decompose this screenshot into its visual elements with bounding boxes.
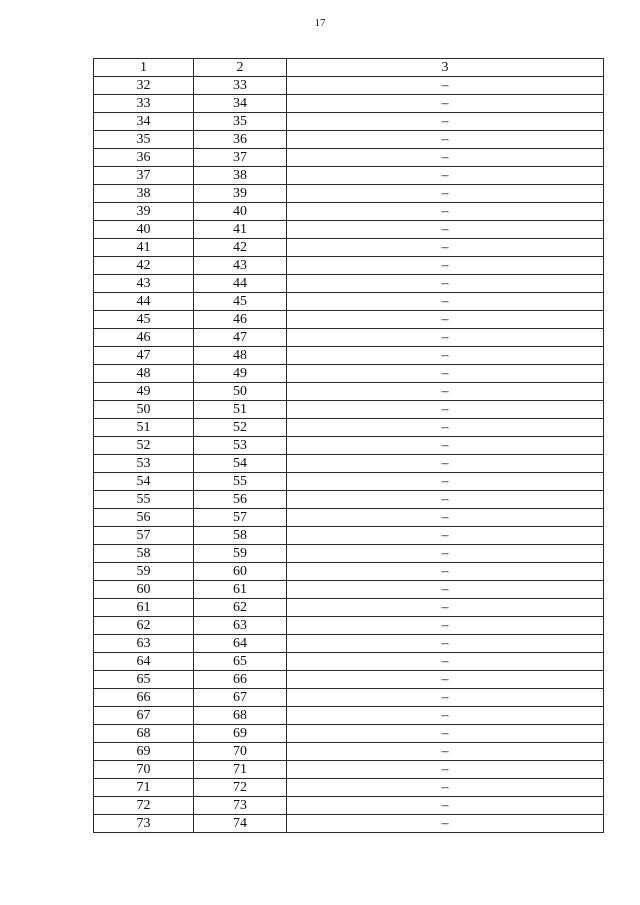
table-cell-col-2: 47 <box>194 329 287 347</box>
table-row <box>94 563 604 581</box>
table-row <box>94 203 604 221</box>
table-cell-col-3: – <box>287 257 604 275</box>
table-cell-col-2: 40 <box>194 203 287 221</box>
table-cell-col-3: – <box>287 599 604 617</box>
table-cell-col-1: 40 <box>94 221 194 239</box>
table-cell-col-1: 72 <box>94 797 194 815</box>
table-cell-col-3: – <box>287 149 604 167</box>
page-number: 17 <box>314 17 326 29</box>
table-row <box>94 185 604 203</box>
table-cell-col-1: 45 <box>94 311 194 329</box>
table-row <box>94 329 604 347</box>
table-cell-col-3: – <box>287 95 604 113</box>
table-cell-col-1: 44 <box>94 293 194 311</box>
table-cell-col-3: – <box>287 779 604 797</box>
table-cell-col-2: 34 <box>194 95 287 113</box>
table-row <box>94 725 604 743</box>
column-header-1: 1 <box>94 59 194 77</box>
table-cell-col-2: 49 <box>194 365 287 383</box>
table-cell-col-2: 39 <box>194 185 287 203</box>
table-row <box>94 689 604 707</box>
data-table <box>93 58 604 833</box>
table-row <box>94 527 604 545</box>
table-cell-col-2: 53 <box>194 437 287 455</box>
table-cell-col-1: 46 <box>94 329 194 347</box>
table-cell-col-1: 39 <box>94 203 194 221</box>
table-cell-col-3: – <box>287 797 604 815</box>
table-cell-col-1: 34 <box>94 113 194 131</box>
table-cell-col-2: 41 <box>194 221 287 239</box>
table-row <box>94 743 604 761</box>
table-cell-col-2: 52 <box>194 419 287 437</box>
table-cell-col-2: 60 <box>194 563 287 581</box>
table-cell-col-2: 36 <box>194 131 287 149</box>
table-cell-col-3: – <box>287 167 604 185</box>
table-cell-col-2: 43 <box>194 257 287 275</box>
table-cell-col-1: 59 <box>94 563 194 581</box>
table-cell-col-1: 67 <box>94 707 194 725</box>
table-row <box>94 455 604 473</box>
table-cell-col-1: 50 <box>94 401 194 419</box>
table-row <box>94 95 604 113</box>
table-cell-col-1: 37 <box>94 167 194 185</box>
table-cell-col-2: 56 <box>194 491 287 509</box>
table-cell-col-1: 32 <box>94 77 194 95</box>
table-row <box>94 347 604 365</box>
table-cell-col-1: 63 <box>94 635 194 653</box>
table-cell-col-1: 56 <box>94 509 194 527</box>
table-row <box>94 419 604 437</box>
table-row <box>94 275 604 293</box>
table-cell-col-3: – <box>287 455 604 473</box>
table-cell-col-2: 71 <box>194 761 287 779</box>
table-row <box>94 401 604 419</box>
table-cell-col-2: 50 <box>194 383 287 401</box>
table-cell-col-3: – <box>287 473 604 491</box>
table-cell-col-3: – <box>287 761 604 779</box>
table-cell-col-2: 57 <box>194 509 287 527</box>
table-cell-col-1: 55 <box>94 491 194 509</box>
table-cell-col-1: 33 <box>94 95 194 113</box>
table-row <box>94 671 604 689</box>
table-row <box>94 509 604 527</box>
table-cell-col-2: 33 <box>194 77 287 95</box>
table-cell-col-1: 41 <box>94 239 194 257</box>
table-cell-col-3: – <box>287 815 604 833</box>
table-row <box>94 293 604 311</box>
table-cell-col-1: 58 <box>94 545 194 563</box>
header-row <box>94 59 604 77</box>
table-cell-col-1: 54 <box>94 473 194 491</box>
table-row <box>94 149 604 167</box>
table-cell-col-1: 71 <box>94 779 194 797</box>
table-cell-col-2: 68 <box>194 707 287 725</box>
table-row <box>94 167 604 185</box>
table-cell-col-2: 66 <box>194 671 287 689</box>
table-cell-col-2: 42 <box>194 239 287 257</box>
table-row <box>94 383 604 401</box>
table-cell-col-2: 46 <box>194 311 287 329</box>
table-cell-col-3: – <box>287 365 604 383</box>
table-cell-col-2: 63 <box>194 617 287 635</box>
table-cell-col-3: – <box>287 635 604 653</box>
table-cell-col-2: 44 <box>194 275 287 293</box>
table-cell-col-1: 62 <box>94 617 194 635</box>
table-cell-col-1: 36 <box>94 149 194 167</box>
table-cell-col-3: – <box>287 743 604 761</box>
table-cell-col-1: 49 <box>94 383 194 401</box>
table-row <box>94 617 604 635</box>
table-cell-col-3: – <box>287 239 604 257</box>
table-row <box>94 257 604 275</box>
table-cell-col-3: – <box>287 725 604 743</box>
table-row <box>94 761 604 779</box>
table-row <box>94 635 604 653</box>
table-cell-col-1: 73 <box>94 815 194 833</box>
table-row <box>94 437 604 455</box>
table-cell-col-3: – <box>287 383 604 401</box>
table-row <box>94 77 604 95</box>
table-cell-col-3: – <box>287 203 604 221</box>
table-cell-col-1: 53 <box>94 455 194 473</box>
table-cell-col-1: 68 <box>94 725 194 743</box>
table-row <box>94 365 604 383</box>
table-cell-col-1: 60 <box>94 581 194 599</box>
table-cell-col-2: 48 <box>194 347 287 365</box>
table-row <box>94 545 604 563</box>
table-cell-col-2: 58 <box>194 527 287 545</box>
table-cell-col-2: 73 <box>194 797 287 815</box>
table-cell-col-3: – <box>287 347 604 365</box>
table-cell-col-3: – <box>287 581 604 599</box>
table-cell-col-2: 67 <box>194 689 287 707</box>
table-row <box>94 797 604 815</box>
table-cell-col-1: 48 <box>94 365 194 383</box>
table-row <box>94 707 604 725</box>
table-cell-col-2: 59 <box>194 545 287 563</box>
table-cell-col-1: 35 <box>94 131 194 149</box>
column-header-2: 2 <box>194 59 287 77</box>
table-cell-col-3: – <box>287 419 604 437</box>
table-cell-col-2: 38 <box>194 167 287 185</box>
table-cell-col-1: 47 <box>94 347 194 365</box>
table-cell-col-3: – <box>287 131 604 149</box>
table-row <box>94 113 604 131</box>
table-cell-col-2: 37 <box>194 149 287 167</box>
table-cell-col-3: – <box>287 509 604 527</box>
table-cell-col-2: 54 <box>194 455 287 473</box>
table-cell-col-3: – <box>287 185 604 203</box>
table-cell-col-1: 57 <box>94 527 194 545</box>
table-cell-col-1: 61 <box>94 599 194 617</box>
table-cell-col-1: 38 <box>94 185 194 203</box>
table-cell-col-3: – <box>287 527 604 545</box>
table-cell-col-1: 43 <box>94 275 194 293</box>
table-cell-col-2: 64 <box>194 635 287 653</box>
table-cell-col-3: – <box>287 671 604 689</box>
table-cell-col-3: – <box>287 707 604 725</box>
table-cell-col-3: – <box>287 491 604 509</box>
table-cell-col-1: 65 <box>94 671 194 689</box>
table-cell-col-2: 62 <box>194 599 287 617</box>
table-cell-col-3: – <box>287 275 604 293</box>
table-cell-col-1: 64 <box>94 653 194 671</box>
table-cell-col-2: 70 <box>194 743 287 761</box>
table-cell-col-2: 51 <box>194 401 287 419</box>
table-cell-col-2: 55 <box>194 473 287 491</box>
table-cell-col-3: – <box>287 437 604 455</box>
table-cell-col-2: 72 <box>194 779 287 797</box>
table-cell-col-2: 35 <box>194 113 287 131</box>
table-cell-col-1: 69 <box>94 743 194 761</box>
table-cell-col-3: – <box>287 113 604 131</box>
table-cell-col-3: – <box>287 653 604 671</box>
table-cell-col-3: – <box>287 545 604 563</box>
table-cell-col-1: 42 <box>94 257 194 275</box>
table-row <box>94 221 604 239</box>
table-cell-col-2: 69 <box>194 725 287 743</box>
table-cell-col-3: – <box>287 329 604 347</box>
table-row <box>94 491 604 509</box>
table-row <box>94 473 604 491</box>
table-cell-col-3: – <box>287 689 604 707</box>
table-cell-col-1: 70 <box>94 761 194 779</box>
table-row <box>94 581 604 599</box>
table-cell-col-3: – <box>287 401 604 419</box>
table-cell-col-3: – <box>287 77 604 95</box>
column-header-3: 3 <box>287 59 604 77</box>
table-cell-col-1: 52 <box>94 437 194 455</box>
table-cell-col-3: – <box>287 221 604 239</box>
table-cell-col-3: – <box>287 563 604 581</box>
table-cell-col-1: 51 <box>94 419 194 437</box>
table-cell-col-2: 45 <box>194 293 287 311</box>
table-row <box>94 239 604 257</box>
table-cell-col-3: – <box>287 311 604 329</box>
table-cell-col-3: – <box>287 617 604 635</box>
table-row <box>94 131 604 149</box>
table-row <box>94 653 604 671</box>
table-cell-col-2: 61 <box>194 581 287 599</box>
table-cell-col-3: – <box>287 293 604 311</box>
table-body <box>94 77 604 833</box>
table-row <box>94 815 604 833</box>
table-cell-col-2: 74 <box>194 815 287 833</box>
table-row <box>94 311 604 329</box>
table-row <box>94 779 604 797</box>
table-cell-col-1: 66 <box>94 689 194 707</box>
table-cell-col-2: 65 <box>194 653 287 671</box>
table-row <box>94 599 604 617</box>
